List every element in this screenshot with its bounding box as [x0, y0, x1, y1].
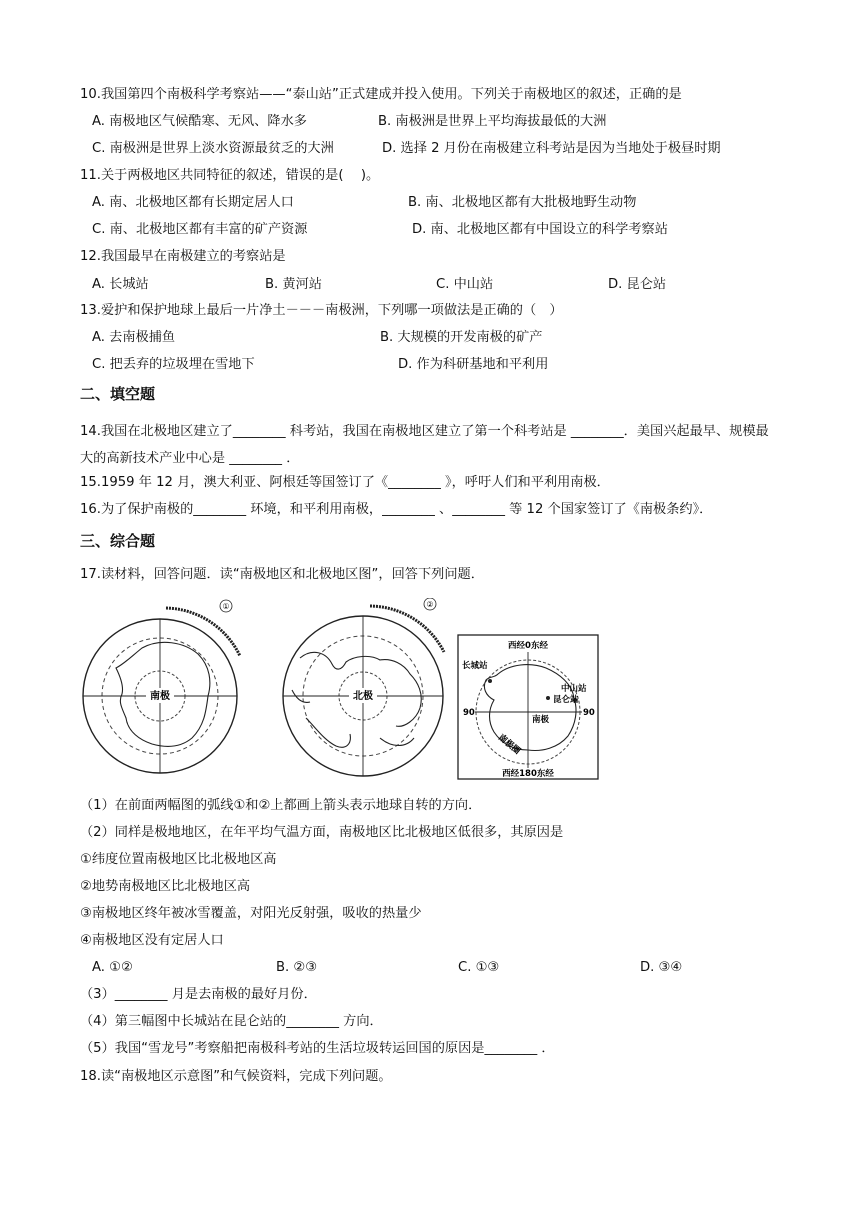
- q12-option-c: C. 中山站: [436, 277, 494, 292]
- q17-part1: （1）在前面两幅图的弧线①和②上都画上箭头表示地球自转的方向．: [80, 798, 482, 813]
- south-pole-map: [83, 600, 240, 773]
- q13-option-b: B. 大规模的开发南极的矿产: [380, 330, 543, 345]
- north-pole-map: [283, 598, 444, 776]
- q17-part3: （3）________ 月是去南极的最好月份．: [80, 987, 317, 1002]
- q17-statement-1: ①纬度位置南极地区比北极地区高: [80, 852, 277, 867]
- q13-option-d: D. 作为科研基地和平利用: [398, 357, 549, 372]
- map3-bottom-label: 西经180东经: [502, 769, 554, 779]
- kunlun-station-marker: [546, 696, 550, 700]
- antarctic-stations-map: [458, 635, 598, 779]
- changcheng-station-label: 长城站: [462, 661, 488, 671]
- q11-stem: 11.关于两极地区共同特征的叙述，错误的是( )。: [80, 168, 380, 183]
- q11-option-a: A. 南、北极地区都有长期定居人口: [92, 195, 294, 210]
- q17-option-b: B. ②③: [276, 960, 318, 975]
- q17-option-c: C. ①③: [458, 960, 500, 975]
- north-pole-label: 北极: [353, 691, 373, 702]
- kunlun-station-label: 昆仑站: [553, 695, 579, 705]
- q13-stem: 13.爱护和保护地球上最后一片净土－－－南极洲，下列哪一项做法是正确的（ ）: [80, 303, 563, 318]
- q10-option-d: D. 选择 2 月份在南极建立科考站是因为当地处于极昼时期: [382, 141, 721, 156]
- q17-statement-3: ③南极地区终年被冰雪覆盖，对阳光反射强，吸收的热量少: [80, 906, 422, 921]
- q17-option-a: A. ①②: [92, 960, 133, 975]
- q17-option-d: D. ③④: [640, 960, 683, 975]
- q12-option-a: A. 长城站: [92, 277, 149, 292]
- q13-option-a: A. 去南极捕鱼: [92, 330, 176, 345]
- q12-option-d: D. 昆仑站: [608, 277, 667, 292]
- q12-stem: 12.我国最早在南极建立的考察站是: [80, 249, 286, 264]
- q11-option-b: B. 南、北极地区都有大批极地野生动物: [408, 195, 637, 210]
- changcheng-station-marker: [488, 679, 492, 683]
- q10-option-a: A. 南极地区气候酷寒、无风、降水多: [92, 114, 307, 129]
- q11-option-d: D. 南、北极地区都有中国设立的科学考察站: [412, 222, 668, 237]
- south-pole-label: 南极: [150, 691, 170, 702]
- map3-top-label: 西经0东经: [508, 641, 548, 651]
- section-fill-blank-heading: 二、填空题: [80, 385, 156, 403]
- q17-stem: 17.读材料，回答问题．读“南极地区和北极地区图”，回答下列问题．: [80, 567, 484, 582]
- q12-option-b: B. 黄河站: [265, 277, 322, 292]
- q13-option-c: C. 把丢弃的垃圾埋在雪地下: [92, 357, 255, 372]
- q17-statement-2: ②地势南极地区比北极地区高: [80, 879, 251, 894]
- zhongshan-station-label: 中山站: [561, 684, 587, 694]
- q17-part5: （5）我国“雪龙号”考察船把南极科考站的生活垃圾转运回国的原因是________ ．: [80, 1041, 555, 1056]
- q15-text: 15.1959 年 12 月，澳大利亚、阿根廷等国签订了《________ 》，呼吁人们和平利用南极．: [80, 475, 610, 490]
- map3-right-label: 90: [583, 708, 595, 718]
- q10-option-c: C. 南极洲是世界上淡水资源最贫乏的大洲: [92, 141, 334, 156]
- arc-1-label: ①: [222, 602, 230, 611]
- polar-maps-figure: [80, 598, 600, 786]
- arc-2-label: ②: [426, 600, 434, 609]
- q14-text: 14.我国在北极地区建立了________ 科考站，我国在南极地区建立了第一个科考站是 ________．美国兴起最早、规模最大的高新技术产业中心是 ________ ．: [80, 424, 769, 466]
- q17-part4: （4）第三幅图中长城站在昆仑站的________ 方向．: [80, 1014, 383, 1029]
- section-comprehensive-heading: 三、综合题: [80, 532, 156, 550]
- q17-part2: （2）同样是极地地区，在年平均气温方面，南极地区比北极地区低很多，其原因是: [80, 825, 564, 840]
- q10-stem: 10.我国第四个南极科学考察站——“泰山站”正式建成并投入使用。下列关于南极地区的叙述，正确的是: [80, 87, 682, 102]
- q11-option-c: C. 南、北极地区都有丰富的矿产资源: [92, 222, 308, 237]
- map3-pole-label: 南极: [532, 715, 550, 725]
- map3-left-label: 90: [463, 708, 475, 718]
- antarctic-circle-label: 南极圈: [496, 732, 523, 757]
- q17-statement-4: ④南极地区没有定居人口: [80, 933, 224, 948]
- q10-option-b: B. 南极洲是世界上平均海拔最低的大洲: [378, 114, 607, 129]
- q16-text: 16.为了保护南极的________ 环境，和平利用南极，________ 、________ 等 12 个国家签订了《南极条约》．: [80, 502, 713, 517]
- q18-stem: 18.读“南极地区示意图”和气候资料，完成下列问题。: [80, 1069, 392, 1084]
